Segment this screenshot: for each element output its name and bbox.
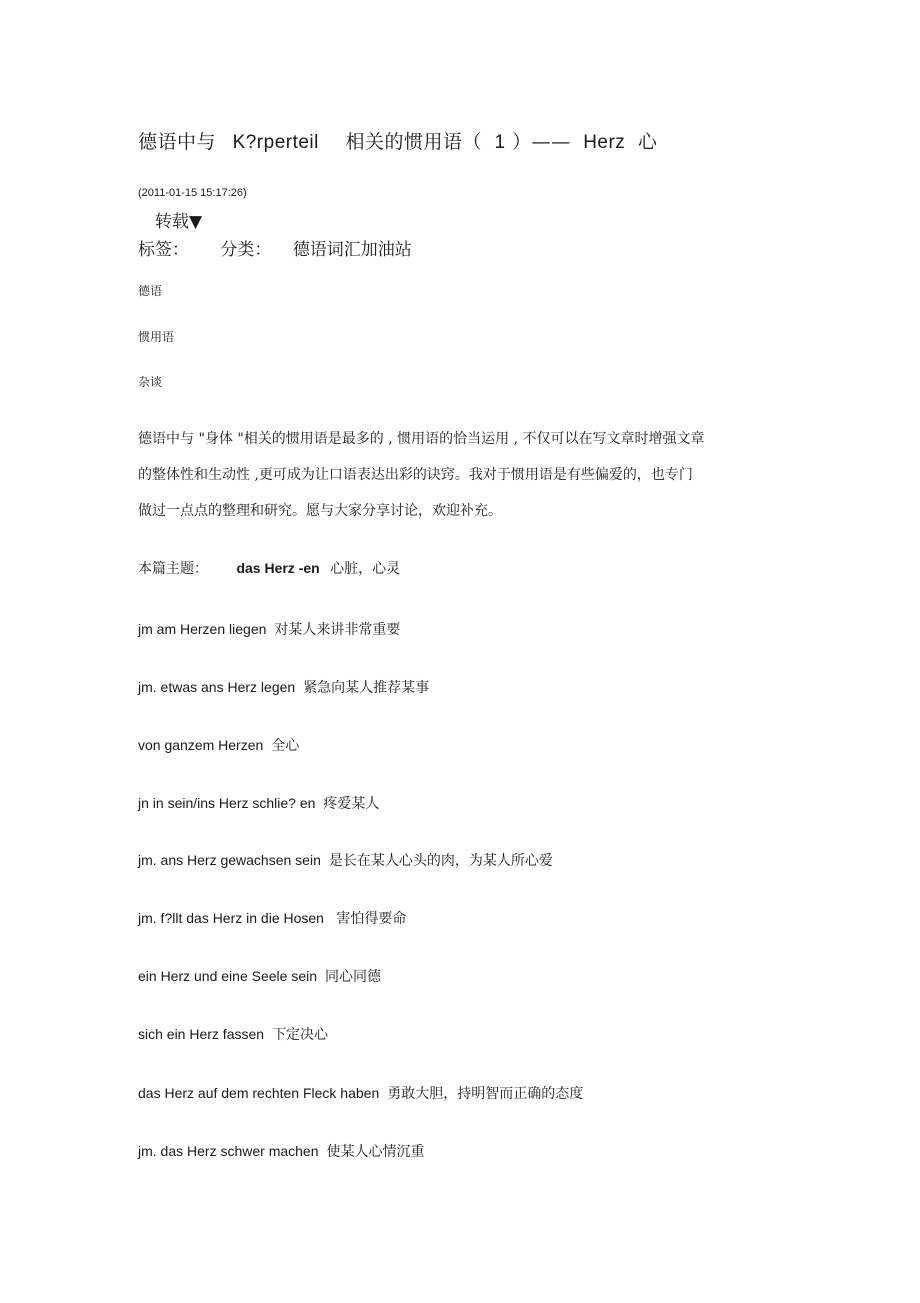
idiom-german: sich ein Herz fassen [138,1026,265,1042]
idiom-item [138,619,400,639]
topic-meaning: 心脏，心灵 [330,561,401,577]
title-part: Herz [583,132,626,153]
idiom-chinese: 紧急向某人推荐某事 [303,680,430,696]
idiom-chinese: 疼爱某人 [323,796,380,812]
idiom-chinese: 对某人来讲非常重要 [274,622,401,638]
idiom-item [138,1083,583,1103]
idiom-item [138,1024,328,1044]
page-title [138,127,657,154]
idiom-german: jm. das Herz schwer machen [138,1143,319,1159]
idiom-chinese: 勇敢大胆，持明智而正确的态度 [387,1086,584,1102]
idiom-item [138,850,553,870]
idiom-item [138,1141,425,1161]
idiom-chinese: 是长在某人心头的肉，为某人所心爱 [328,853,553,869]
idiom-german: jn in sein/ins Herz schlie? en [138,795,316,811]
title-part: 心 [637,131,658,153]
tag-link[interactable]: 德语 [138,284,163,298]
idiom-item [138,908,406,928]
idiom-item [138,966,381,986]
idiom-german: von ganzem Herzen [138,737,264,753]
title-part: K?rperteil [232,132,319,153]
post-date: (2011-01-15 15:17:26) [138,187,247,199]
topic-word: das Herz -en [236,560,320,576]
idiom-item [138,735,299,755]
idiom-item [138,677,429,697]
category-link[interactable]: 德语词汇加油站 [292,240,412,260]
tag-link[interactable]: 惯用语 [138,330,175,344]
tag-link[interactable]: 杂谈 [138,375,163,389]
title-part: ）—— [512,131,571,153]
category-label: 分类： [220,240,272,260]
idiom-chinese: 全心 [271,738,300,754]
intro-line: 的整体性和生动性 ,更可成为让口语表达出彩的诀窍。我对于惯用语是有些偏爱的，也专门 [138,467,693,483]
tags-row [138,235,412,260]
title-part: 1 [494,132,506,153]
idiom-chinese: 下定决心 [272,1027,329,1043]
idiom-item [138,793,379,813]
idiom-chinese: 使某人心情沉重 [326,1144,425,1160]
idiom-german: jm. f?llt das Herz in die Hosen [138,910,324,926]
topic-label: 本篇主题： [138,561,208,577]
intro-line: 德语中与 "身体 "相关的惯用语是最多的 , 惯用语的恰当运用 , 不仅可以在写文章时增强文章 [138,431,705,447]
tag-label: 标签： [138,240,189,260]
title-part: 相关的惯用语（ [345,131,482,153]
idiom-german: das Herz auf dem rechten Fleck haben [138,1085,380,1101]
idiom-german: jm. etwas ans Herz legen [138,679,296,695]
repost-button[interactable]: 转载▼ [155,212,203,232]
intro-line: 做过一点点的整理和研究。愿与大家分享讨论，欢迎补充。 [138,503,502,519]
idiom-german: jm. ans Herz gewachsen sein [138,852,321,868]
idiom-german: ein Herz und eine Seele sein [138,968,318,984]
topic-line [138,558,400,578]
title-part: 德语中与 [138,131,217,153]
idiom-german: jm am Herzen liegen [138,621,267,637]
idiom-chinese: 同心同德 [325,969,382,985]
idiom-chinese: 害怕得要命 [331,911,407,927]
